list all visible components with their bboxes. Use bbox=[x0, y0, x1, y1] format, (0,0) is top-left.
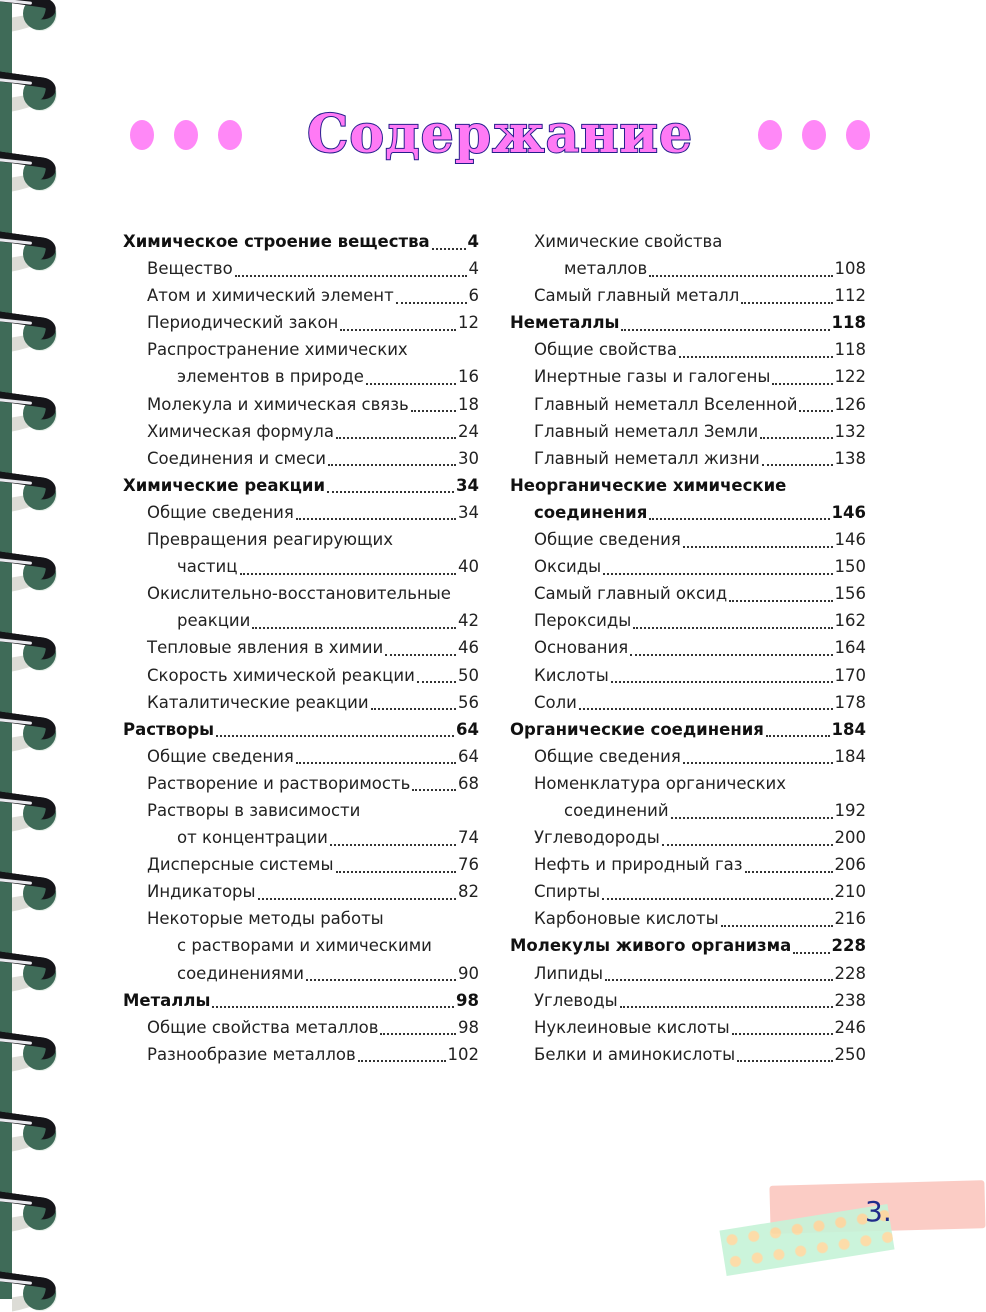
toc-page-number: 132 bbox=[834, 421, 866, 441]
toc-entry[interactable] bbox=[510, 580, 866, 607]
toc-entry-title: Тепловые явления в химии bbox=[147, 638, 384, 658]
toc-entry[interactable] bbox=[510, 634, 866, 661]
toc-entry-title: Соединения и смеси bbox=[147, 448, 326, 468]
toc-page-number: 82 bbox=[458, 882, 479, 902]
toc-entry-title: Превращения реагирующих bbox=[147, 530, 394, 550]
toc-entry[interactable] bbox=[510, 391, 866, 418]
spiral-ring bbox=[0, 792, 60, 832]
toc-entry-title: Спирты bbox=[534, 882, 601, 902]
spiral-ring bbox=[0, 712, 60, 752]
ring-wire-icon bbox=[0, 1191, 57, 1221]
spiral-ring bbox=[0, 1192, 60, 1232]
decorative-dot bbox=[758, 120, 782, 150]
dot-leader bbox=[396, 302, 467, 304]
toc-page-number: 118 bbox=[834, 340, 866, 360]
dot-leader bbox=[762, 464, 833, 466]
toc-page-number: 192 bbox=[834, 800, 866, 820]
ring-wire-icon bbox=[0, 231, 57, 261]
toc-section-entry[interactable] bbox=[123, 472, 479, 499]
toc-entry[interactable] bbox=[510, 445, 866, 472]
toc-entry[interactable] bbox=[123, 770, 479, 797]
toc-entry-title: Неорганические химические bbox=[510, 475, 787, 495]
toc-page-number: 122 bbox=[834, 367, 866, 387]
toc-entry-title: Липиды bbox=[534, 963, 604, 983]
toc-page-number: 150 bbox=[834, 557, 866, 577]
dot-leader bbox=[296, 762, 456, 764]
toc-entry-title: Скорость химической реакции bbox=[147, 665, 415, 685]
toc-page-number: 112 bbox=[834, 286, 866, 306]
toc-entry[interactable] bbox=[510, 878, 866, 905]
toc-entry[interactable] bbox=[510, 905, 866, 932]
toc-entry-title: Атом и химический элемент bbox=[147, 286, 394, 306]
toc-page-number: 42 bbox=[458, 611, 479, 631]
toc-entry-title: Вещество bbox=[147, 259, 233, 279]
toc-page-number: 156 bbox=[834, 584, 866, 604]
toc-entry-title: Металлы bbox=[123, 990, 211, 1010]
toc-page-number: 64 bbox=[456, 719, 479, 739]
dot-leader bbox=[662, 844, 833, 846]
spiral-ring bbox=[0, 1112, 60, 1152]
toc-entry[interactable] bbox=[123, 689, 479, 716]
toc-page-number: 200 bbox=[834, 828, 866, 848]
toc-page-number: 76 bbox=[458, 855, 479, 875]
dot-leader bbox=[799, 410, 832, 412]
toc-entry[interactable] bbox=[123, 282, 479, 309]
toc-entry[interactable] bbox=[510, 960, 866, 987]
dot-leader bbox=[579, 708, 833, 710]
toc-entry-title: Нуклеиновые кислоты bbox=[534, 1017, 730, 1037]
toc-entry-title: Каталитические реакции bbox=[147, 692, 369, 712]
toc-entry-title: Карбоновые кислоты bbox=[534, 909, 719, 929]
page-number: 3. bbox=[865, 1195, 892, 1228]
dot-leader bbox=[432, 248, 466, 250]
dot-leader bbox=[417, 681, 456, 683]
toc-entry[interactable] bbox=[123, 1041, 479, 1068]
toc-page-number: 126 bbox=[834, 394, 866, 414]
spiral-ring bbox=[0, 552, 60, 592]
toc-page-number: 138 bbox=[834, 448, 866, 468]
toc-page-number: 206 bbox=[834, 855, 866, 875]
toc-left-column bbox=[123, 228, 479, 1068]
toc-page-number: 162 bbox=[834, 611, 866, 631]
toc-page-number: 178 bbox=[834, 692, 866, 712]
toc-entry-title: Общие сведения bbox=[534, 746, 681, 766]
ring-wire-icon bbox=[0, 71, 57, 101]
spiral-ring bbox=[0, 1272, 60, 1312]
dot-leader bbox=[793, 952, 829, 954]
toc-entry-title: от концентрации bbox=[177, 828, 328, 848]
toc-entry-title: Молекула и химическая связь bbox=[147, 394, 409, 414]
toc-entry-title: соединения bbox=[534, 502, 648, 522]
toc-entry-title: элементов в природе bbox=[177, 367, 364, 387]
toc-entry-title: Инертные газы и галогены bbox=[534, 367, 771, 387]
ring-wire-icon bbox=[0, 711, 57, 741]
dot-leader bbox=[732, 1033, 833, 1035]
dot-leader bbox=[721, 925, 833, 927]
dot-leader bbox=[620, 1006, 833, 1008]
ring-wire-icon bbox=[0, 871, 57, 901]
left-dots bbox=[130, 120, 242, 150]
toc-entry[interactable] bbox=[510, 797, 866, 824]
decorative-dot bbox=[174, 120, 198, 150]
toc-page-number: 90 bbox=[458, 963, 479, 983]
toc-entry-title: Неметаллы bbox=[510, 313, 620, 333]
page-title: Содержание bbox=[306, 104, 694, 165]
dot-leader bbox=[741, 302, 832, 304]
toc-entry-title: Главный неметалл Земли bbox=[534, 421, 759, 441]
toc-page-number: 228 bbox=[831, 936, 866, 956]
toc-entry[interactable] bbox=[123, 905, 479, 932]
toc-entry[interactable] bbox=[510, 662, 866, 689]
toc-entry[interactable] bbox=[510, 689, 866, 716]
dot-leader bbox=[240, 573, 457, 575]
toc-entry-title: Общие сведения bbox=[147, 502, 294, 522]
toc-entry-title: частиц bbox=[177, 557, 238, 577]
toc-section-entry[interactable] bbox=[123, 987, 479, 1014]
toc-page-number: 16 bbox=[458, 367, 479, 387]
dot-leader bbox=[340, 329, 456, 331]
decorative-dot bbox=[130, 120, 154, 150]
toc-entry[interactable] bbox=[123, 445, 479, 472]
toc-entry[interactable] bbox=[510, 418, 866, 445]
toc-section-entry[interactable] bbox=[510, 309, 866, 336]
toc-section-entry[interactable] bbox=[123, 228, 479, 255]
toc-page-number: 164 bbox=[834, 638, 866, 658]
toc-page-number: 74 bbox=[458, 828, 479, 848]
toc-section-entry[interactable] bbox=[510, 932, 866, 959]
right-dots bbox=[758, 120, 870, 150]
toc-entry-title: Химическое строение вещества bbox=[123, 232, 430, 251]
toc-entry[interactable] bbox=[123, 499, 479, 526]
toc-entry-title: Белки и аминокислоты bbox=[534, 1044, 736, 1064]
ring-wire-icon bbox=[0, 1271, 57, 1301]
toc-entry-title: Оксиды bbox=[534, 557, 602, 577]
dot-leader bbox=[737, 1060, 832, 1062]
ring-wire-icon bbox=[0, 551, 57, 581]
toc-entry-title: Растворение и растворимость bbox=[147, 773, 411, 793]
toc-entry-title: соединениями bbox=[177, 963, 304, 983]
toc-entry[interactable] bbox=[123, 363, 479, 390]
toc-entry[interactable] bbox=[510, 1014, 866, 1041]
toc-entry-title: Общие свойства bbox=[534, 340, 677, 360]
toc-entry-title: Общие сведения bbox=[534, 530, 681, 550]
toc-page-number: 170 bbox=[834, 665, 866, 685]
dot-leader bbox=[366, 383, 456, 385]
dot-leader bbox=[649, 275, 832, 277]
dot-leader bbox=[330, 844, 456, 846]
toc-page-number: 50 bbox=[458, 665, 479, 685]
toc-entry[interactable] bbox=[123, 336, 479, 363]
ring-wire-icon bbox=[0, 1111, 57, 1141]
toc-page-number: 18 bbox=[458, 394, 479, 414]
toc-page-number: 64 bbox=[458, 746, 479, 766]
toc-page-number: 210 bbox=[834, 882, 866, 902]
toc-section-entry[interactable] bbox=[510, 499, 866, 526]
toc-entry[interactable] bbox=[510, 228, 866, 255]
dot-leader bbox=[327, 491, 454, 493]
toc-entry[interactable] bbox=[123, 932, 479, 959]
toc-page-number: 250 bbox=[834, 1044, 866, 1064]
toc-entry[interactable] bbox=[510, 1041, 866, 1068]
toc-entry[interactable] bbox=[123, 797, 479, 824]
toc-entry[interactable] bbox=[510, 851, 866, 878]
dot-leader bbox=[212, 1006, 454, 1008]
spiral-ring bbox=[0, 872, 60, 912]
toc-page-number: 246 bbox=[834, 1017, 866, 1037]
decorative-dot bbox=[802, 120, 826, 150]
toc-page-number: 4 bbox=[467, 232, 479, 251]
toc-entry[interactable] bbox=[510, 526, 866, 553]
toc-entry-title: Основания bbox=[534, 638, 629, 658]
toc-entry-title: Кислоты bbox=[534, 665, 609, 685]
toc-entry-title: металлов bbox=[564, 259, 648, 279]
dot-leader bbox=[412, 789, 456, 791]
toc-entry-title: Молекулы живого организма bbox=[510, 936, 792, 956]
toc-entry-title: Химическая формула bbox=[147, 421, 334, 441]
toc-entry-title: Окислительно-восстановительные bbox=[147, 584, 451, 604]
toc-entry[interactable] bbox=[123, 418, 479, 445]
dot-leader bbox=[380, 1033, 456, 1035]
dot-leader bbox=[385, 654, 456, 656]
dot-leader bbox=[411, 410, 456, 412]
toc-entry[interactable] bbox=[510, 824, 866, 851]
toc-page-number: 118 bbox=[831, 313, 866, 333]
ring-wire-icon bbox=[0, 151, 57, 181]
dot-leader bbox=[683, 762, 833, 764]
dot-leader bbox=[630, 654, 832, 656]
dot-leader bbox=[772, 383, 832, 385]
toc-page-number: 238 bbox=[834, 990, 866, 1010]
toc-page-number: 146 bbox=[834, 530, 866, 550]
toc-page-number: 216 bbox=[834, 909, 866, 929]
toc-entry-title: Главный неметалл Вселенной bbox=[534, 394, 798, 414]
toc-page-number: 6 bbox=[468, 286, 479, 306]
toc-page-number: 68 bbox=[458, 773, 479, 793]
dot-leader bbox=[679, 356, 833, 358]
spiral-ring bbox=[0, 72, 60, 112]
dot-leader bbox=[235, 275, 467, 277]
toc-entry-title: Общие свойства металлов bbox=[147, 1017, 379, 1037]
toc-entry-title: Химические реакции bbox=[123, 475, 326, 495]
toc-entry[interactable] bbox=[123, 255, 479, 282]
toc-entry[interactable] bbox=[123, 553, 479, 580]
toc-entry-title: Нефть и природный газ bbox=[534, 855, 743, 875]
toc-entry[interactable] bbox=[510, 336, 866, 363]
toc-page-number: 12 bbox=[458, 313, 479, 333]
dot-leader bbox=[336, 437, 456, 439]
toc-entry-title: Индикаторы bbox=[147, 882, 256, 902]
dot-leader bbox=[760, 437, 832, 439]
toc-entry[interactable] bbox=[123, 309, 479, 336]
toc-entry[interactable] bbox=[123, 878, 479, 905]
dot-leader bbox=[306, 979, 456, 981]
decorative-dot bbox=[846, 120, 870, 150]
toc-entry[interactable] bbox=[123, 851, 479, 878]
ring-wire-icon bbox=[0, 391, 57, 421]
toc-page-number: 34 bbox=[456, 475, 479, 495]
toc-entry-title: Органические соединения bbox=[510, 719, 764, 739]
dot-leader bbox=[252, 627, 456, 629]
toc-entry[interactable] bbox=[123, 1014, 479, 1041]
toc-entry[interactable] bbox=[123, 580, 479, 607]
toc-page-number: 40 bbox=[458, 557, 479, 577]
dot-leader bbox=[296, 518, 456, 520]
toc-entry[interactable] bbox=[123, 526, 479, 553]
spiral-ring bbox=[0, 1032, 60, 1072]
dot-leader bbox=[671, 817, 833, 819]
dot-leader bbox=[602, 898, 832, 900]
toc-entry-title: Растворы bbox=[123, 719, 215, 739]
toc-entry-title: соединений bbox=[564, 800, 669, 820]
toc-page-number: 102 bbox=[447, 1044, 479, 1064]
toc-entry-title: Углеводы bbox=[534, 990, 618, 1010]
toc-entry[interactable] bbox=[123, 960, 479, 987]
toc-page-number: 56 bbox=[458, 692, 479, 712]
toc-entry-title: Периодический закон bbox=[147, 313, 339, 333]
toc-entry[interactable] bbox=[123, 634, 479, 661]
toc-entry-title: Дисперсные системы bbox=[147, 855, 334, 875]
toc-entry-title: Пероксиды bbox=[534, 611, 632, 631]
dot-leader bbox=[683, 546, 833, 548]
toc-entry[interactable] bbox=[510, 282, 866, 309]
toc-entry[interactable] bbox=[510, 607, 866, 634]
toc-entry-title: Общие сведения bbox=[147, 746, 294, 766]
dot-leader bbox=[258, 898, 456, 900]
toc-page-number: 46 bbox=[458, 638, 479, 658]
dot-leader bbox=[649, 518, 829, 520]
toc-page-number: 228 bbox=[834, 963, 866, 983]
spiral-ring bbox=[0, 952, 60, 992]
ring-wire-icon bbox=[0, 471, 57, 501]
toc-entry[interactable] bbox=[510, 770, 866, 797]
dot-leader bbox=[358, 1060, 446, 1062]
toc-entry[interactable] bbox=[510, 987, 866, 1014]
toc-page-number: 146 bbox=[831, 502, 866, 522]
toc-page-number: 184 bbox=[834, 746, 866, 766]
dot-leader bbox=[336, 871, 457, 873]
spiral-ring bbox=[0, 312, 60, 352]
ring-wire-icon bbox=[0, 631, 57, 661]
toc-page-number: 4 bbox=[468, 259, 479, 279]
ring-wire-icon bbox=[0, 951, 57, 981]
toc-entry-title: Соли bbox=[534, 692, 577, 712]
ring-wire-icon bbox=[0, 1031, 57, 1061]
toc-right-column bbox=[510, 228, 866, 1068]
toc-entry-title: Растворы в зависимости bbox=[147, 800, 361, 820]
toc-entry-title: Углеводороды bbox=[534, 828, 660, 848]
dot-leader bbox=[745, 871, 833, 873]
toc-entry-title: реакции bbox=[177, 611, 251, 631]
toc-section-entry[interactable] bbox=[510, 716, 866, 743]
spiral-ring bbox=[0, 632, 60, 672]
toc-entry[interactable] bbox=[123, 743, 479, 770]
toc-entry-title: Номенклатура органических bbox=[534, 773, 787, 793]
toc-entry[interactable] bbox=[123, 824, 479, 851]
toc-entry-title: с растворами и химическими bbox=[177, 936, 432, 956]
dot-leader bbox=[605, 979, 832, 981]
spiral-ring bbox=[0, 232, 60, 272]
dot-leader bbox=[603, 573, 832, 575]
toc-page-number: 98 bbox=[456, 990, 479, 1010]
dot-leader bbox=[371, 708, 456, 710]
toc-entry-title: Главный неметалл жизни bbox=[534, 448, 760, 468]
toc-entry-title: Распространение химических bbox=[147, 340, 408, 360]
dot-leader bbox=[216, 735, 454, 737]
dot-leader bbox=[328, 464, 456, 466]
toc-section-entry[interactable] bbox=[510, 472, 866, 499]
dot-leader bbox=[621, 329, 829, 331]
toc-entry[interactable] bbox=[123, 662, 479, 689]
toc-page-number: 24 bbox=[458, 421, 479, 441]
toc-entry[interactable] bbox=[123, 391, 479, 418]
decorative-dot bbox=[218, 120, 242, 150]
toc-entry[interactable] bbox=[123, 607, 479, 634]
toc-entry[interactable] bbox=[510, 363, 866, 390]
toc-page-number: 108 bbox=[834, 259, 866, 279]
dot-leader bbox=[766, 735, 830, 737]
toc-page-number: 184 bbox=[831, 719, 866, 739]
dot-leader bbox=[611, 681, 833, 683]
toc-entry[interactable] bbox=[510, 553, 866, 580]
toc-entry-title: Самый главный оксид bbox=[534, 584, 728, 604]
toc-entry-title: Некоторые методы работы bbox=[147, 909, 384, 929]
dot-leader bbox=[633, 627, 832, 629]
page-number-tape bbox=[720, 1175, 986, 1285]
ring-wire-icon bbox=[0, 311, 57, 341]
ring-wire-icon bbox=[0, 791, 57, 821]
spiral-ring bbox=[0, 0, 60, 32]
dot-leader bbox=[729, 600, 832, 602]
toc-entry-title: Самый главный металл bbox=[534, 286, 740, 306]
title-row bbox=[130, 100, 870, 170]
toc-entry-title: Разнообразие металлов bbox=[147, 1044, 356, 1064]
toc-page-number: 98 bbox=[458, 1017, 479, 1037]
spiral-ring bbox=[0, 392, 60, 432]
toc-page-number: 30 bbox=[458, 448, 479, 468]
spiral-ring bbox=[0, 152, 60, 192]
toc-entry[interactable] bbox=[510, 743, 866, 770]
toc-section-entry[interactable] bbox=[123, 716, 479, 743]
toc-entry[interactable] bbox=[510, 255, 866, 282]
spiral-ring bbox=[0, 472, 60, 512]
toc-entry-title: Химические свойства bbox=[534, 232, 723, 251]
toc-page-number: 34 bbox=[458, 502, 479, 522]
